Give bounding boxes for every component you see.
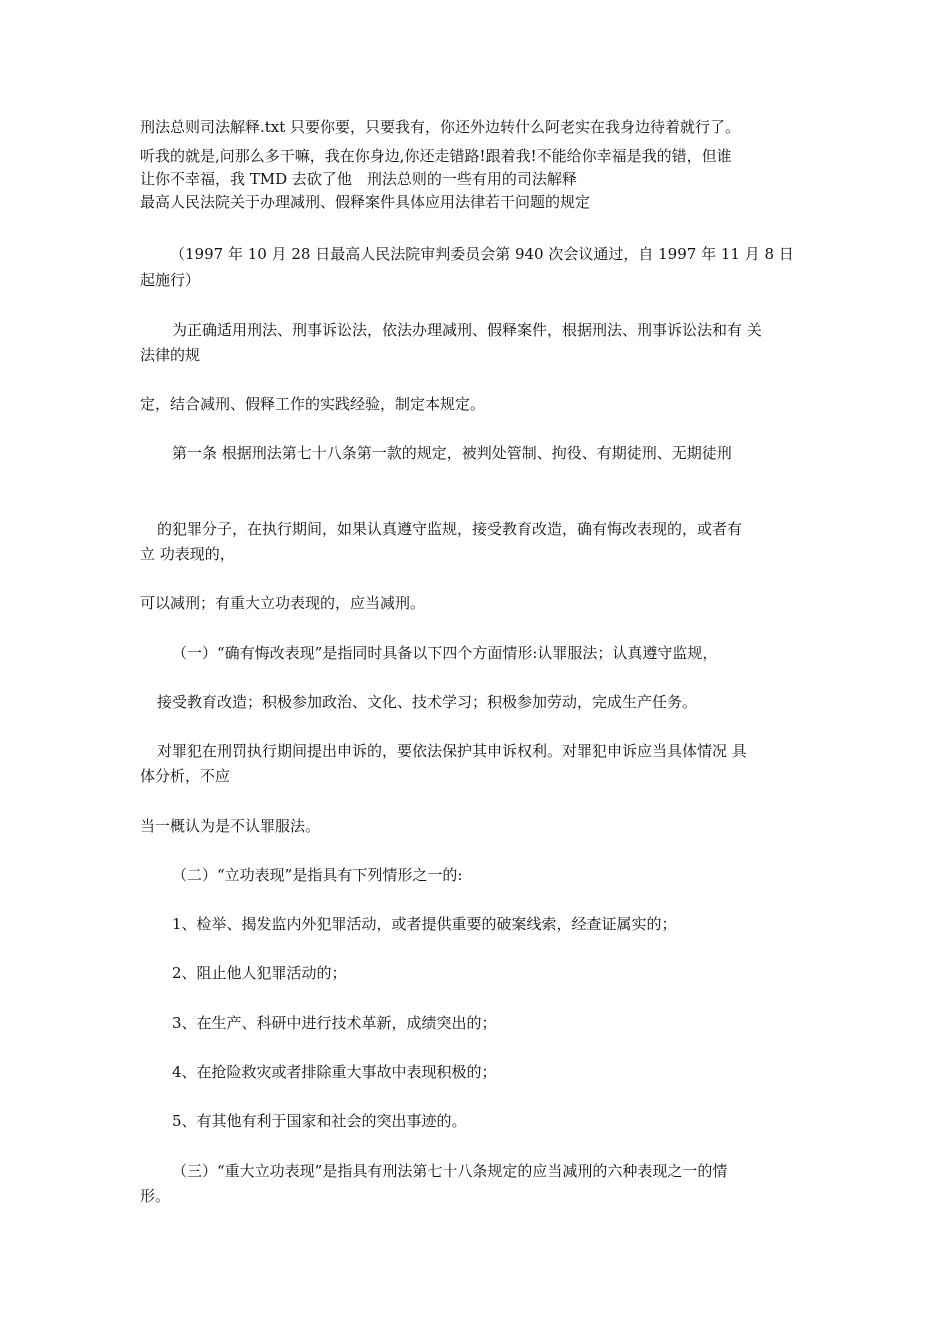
section-2-heading: （二）“立功表现”是指具有下列情形之一的: xyxy=(172,866,463,884)
section-3-line-2: 形。 xyxy=(140,1187,171,1205)
document-title: 最高人民法院关于办理减刑、假释案件具体应用法律若干问题的规定 xyxy=(140,193,591,211)
section-1-line-4: 体分析，不应 xyxy=(140,767,231,785)
intro-line-2: 听我的就是,问那么多干嘛，我在你身边,你还走错路!跟着我!不能给你幸福是我的错，但谁 xyxy=(140,147,732,165)
intro-line-1: 刑法总则司法解释.txt 只要你要，只要我有，你还外边转什么阿老实在我身边待着就行了。 xyxy=(140,118,741,136)
list-item: 4、在抢险救灾或者排除重大事故中表现积极的； xyxy=(172,1063,497,1081)
list-item: 5、有其他有利于国家和社会的突出事迹的。 xyxy=(172,1112,467,1130)
preamble-line-3: 定，结合减刑、假释工作的实践经验，制定本规定。 xyxy=(140,395,486,413)
preamble-line-2: 法律的规 xyxy=(140,346,201,364)
preamble-line-1: 为正确适用刑法、刑事诉讼法，依法办理减刑、假释案件，根据刑法、刑事诉讼法和有 关 xyxy=(172,321,762,339)
list-item: 1、检举、揭发监内外犯罪活动，或者提供重要的破案线索，经查证属实的； xyxy=(172,915,677,933)
section-1-line-5: 当一概认为是不认罪服法。 xyxy=(140,817,321,835)
article-1-line-3: 立 功表现的， xyxy=(140,545,235,563)
section-3-line-1: （三）“重大立功表现”是指具有刑法第七十八条规定的应当减刑的六种表现之一的情 xyxy=(172,1162,728,1180)
section-1-line-2: 接受教育改造；积极参加政治、文化、技术学习；积极参加劳动，完成生产任务。 xyxy=(157,693,698,711)
adoption-note-line-1: （1997 年 10 月 28 日最高人民法院审判委员会第 940 次会议通过，自 1997 年 11 月 8 日 xyxy=(170,245,794,263)
adoption-note-line-2: 起施行） xyxy=(140,271,201,289)
article-1-line-1: 第一条 根据刑法第七十八条第一款的规定，被判处管制、拘役、有期徒刑、无期徒刑 xyxy=(172,444,732,462)
list-item: 2、阻止他人犯罪活动的； xyxy=(172,964,347,982)
article-1-line-2: 的犯罪分子，在执行期间，如果认真遵守监规，接受教育改造，确有悔改表现的，或者有 xyxy=(157,520,743,538)
section-1-line-3: 对罪犯在刑罚执行期间提出申诉的，要依法保护其申诉权利。对罪犯申诉应当具体情况 具 xyxy=(157,742,747,760)
list-item: 3、在生产、科研中进行技术革新，成绩突出的； xyxy=(172,1014,497,1032)
intro-line-3: 让你不幸福，我 TMD 去砍了他 刑法总则的一些有用的司法解释 xyxy=(140,170,577,188)
section-1-line-1: （一）“确有悔改表现”是指同时具备以下四个方面情形:认罪服法；认真遵守监规， xyxy=(172,644,718,662)
article-1-line-4: 可以减刑；有重大立功表现的，应当减刑。 xyxy=(140,594,426,612)
